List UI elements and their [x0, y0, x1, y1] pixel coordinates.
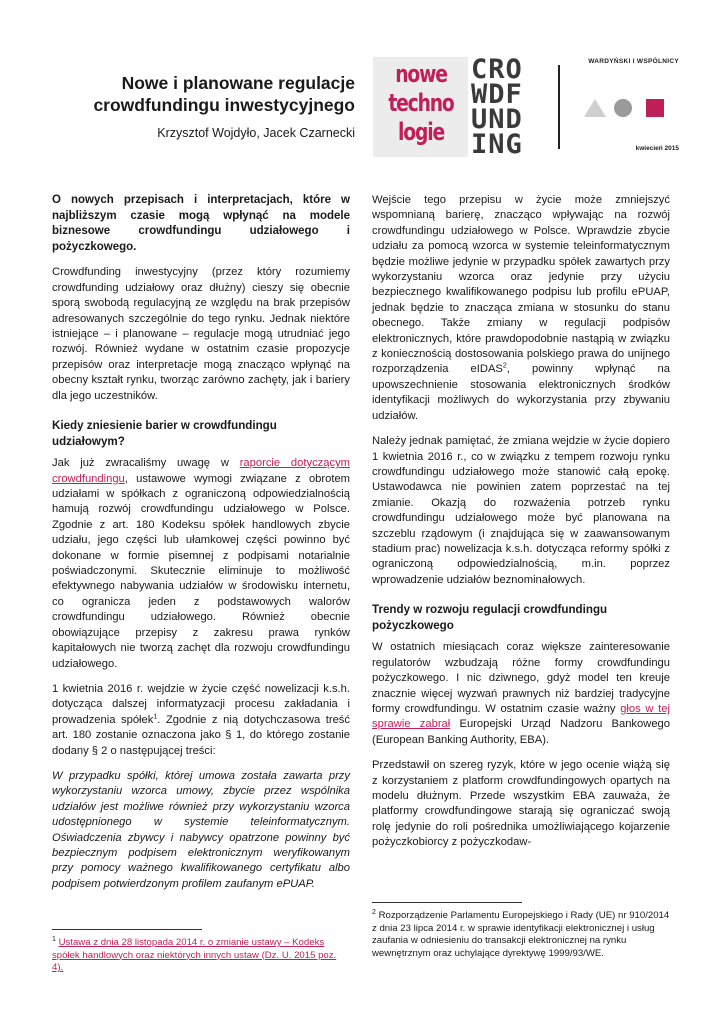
text-run: Wejście tego przepisu w życie może zmniejszyć wspomnianą barierę, znacząco wpływając na rozwój crowdfundingu udziałowego w Polsce. Wprawdzie zbycie udziału za pomocą wzorca w systemie teleinformatycznym będzie możliwe jedynie w przypadku spółek zawartych przy wykorzystaniu wzorca oraz jedynie przy użyciu bezpiecznego kwalifikowanego podpisu lub profilu ePUAP, jednak będzie to znacząca zmiana w stosunku do stanu obecnego. Także zmiany w regulacji podpisów elektronicznych, które prawdopodobnie nastąpią w związku z koniecznością dostosowania polskiego prawa do unijnego rozporządzenia eIDAS [372, 194, 670, 376]
circle-icon [614, 99, 632, 117]
footnote-link[interactable]: Ustawa z dnia 28 listopada 2014 r. o zmianie ustawy – Kodeks spółek handlowych oraz niektórych innych ustaw (Dz. U. 2015 poz. 4). [52, 937, 337, 974]
footnote-number: 1 [52, 935, 56, 943]
quoted-provision: W przypadku spółki, której umowa została zawarta przy wykorzystaniu wzorca umowy, zbycie przez wspólnika udziałów jest możliwe również przy wykorzystaniu wzorca udostępnionego w systemie teleinformatycznym. Oświadczenia zbywcy i nabywcy opatrzone powinny być bezpiecznym podpisem elektronicznym weryfikowanym przy pomocy ważnego kwalifikowanego certyfikatu albo podpisem potwierdzonym profilem zaufanym ePUAP. [52, 769, 350, 890]
logo-left-line: nowe [395, 60, 447, 88]
paragraph: Crowdfunding inwestycyjny (przez który rozumiemy crowdfunding udziałowy oraz dłużny) cieszy się obecnie sporą swobodą regulacyjną ze względu na brak przepisów adresowanych szczególnie do tego rynku. Jednak niektóre istniejące – i planowane – regulacje mogą utrudniać jego rozwój. Również wydane w ostatnim czasie propozycje przepisów oraz interpretacje mogą znacząco wpłynąć na obecny kształt rynku, tworząc zarówno zachęty, jak i bariery dla jego uczestników. [52, 266, 350, 402]
paragraph: Należy jednak pamiętać, że zmiana wejdzie w życie dopiero 1 kwietnia 2016 r., co w związku z tempem rozwoju rynku crowdfundingu udziałowego może stanowić całą epokę. Ustawodawca nie powinien zatem poprzestać na tej zmianie. Okazją do rozważenia potrzeb rynku crowdfundingu udziałowego może być planowana na szczeblu rządowym (i znajdująca się w zaawansowanym stadium prac) nowelizacja k.s.h. dotycząca reformy spółki z ograniczoną odpowiedzialnością, m.in. poprzez wprowadzenie udziałów beznominałowych. [372, 435, 670, 586]
logo-right-line: ING [471, 129, 523, 160]
square-icon [646, 99, 664, 117]
triangle-icon [584, 99, 606, 117]
logo-left-text [386, 60, 456, 147]
logo-left-box [373, 57, 468, 157]
section-heading: Trendy w rozwoju regulacji crowdfundingu pożyczkowego [372, 603, 608, 632]
page-title: Nowe i planowane regulacje crowdfundingu inwestycyjnego [93, 73, 355, 115]
text-run: W ostatnich miesiącach coraz większe zainteresowanie regulatorów wzbudzają różne formy crowdfundingu pożyczkowego. I nic dziwnego, gdyż model ten kreuje znacznie więcej wyzwań prawnych niż bardziej tradycyjne formy crowdfundingu. W ostatnim czasie ważny [372, 641, 670, 715]
right-column [372, 193, 670, 861]
paragraph [372, 640, 670, 748]
logo-right-line: UND [471, 104, 523, 135]
issue-date: kwiecień 2015 [635, 145, 679, 152]
text-run: . Zgodnie z nią dotychczasowa treść art. 180 zostanie oznaczona jako § 1, do którego zostanie dodany § 2 o następującej treści: [52, 713, 350, 757]
text-run: Europejski Urząd Nadzoru Bankowego (European Banking Authority, EBA). [372, 718, 670, 746]
footnote-divider [52, 929, 202, 930]
report-link[interactable]: raporcie dotyczącym crowdfundingu [52, 457, 350, 485]
text-run: , ustawowe wymogi związane z obrotem udziałami w spółkach z ograniczoną odpowiedzialnością hamują rozwój crowdfundingu udziałowego w Polsce. Zgodnie z art. 180 Kodeksu spółek handlowych zbycie udziału, jego części lub ułamkowej części powinno być dokonane w formie pisemnej z podpisami notarialnie poświadczonymi. Skutecznie eliminuje to możliwość efektywnego nabywania udziałów w środowisku internetu, co ogranicza jeden z podstawowych walorów crowdfundingu udziałowego. Również obecnie obowiązujące przepisy z zakresu prawa rynków kapitałowych nie tworzą zachęt dla rozwoju crowdfundingu udziałowego. [52, 472, 350, 670]
firm-name: WARDYŃSKI I WSPÓLNICY [588, 58, 679, 65]
paragraph [372, 193, 670, 424]
logo-left-line: techno [388, 89, 454, 117]
logo-left-line: logie [398, 118, 444, 146]
text-run: 1 kwietnia 2016 r. wejdzie w życie część nowelizacji k.s.h. dotycząca dalszej informatyzacji procesu zakładania i prowadzenia spółek [52, 682, 350, 726]
left-column [52, 193, 350, 902]
logo-divider [558, 65, 560, 149]
logo [373, 54, 679, 160]
footnote-divider [372, 902, 522, 903]
logo-right-line: WDF [471, 79, 523, 110]
footnote [372, 910, 670, 960]
logo-right-text [471, 54, 541, 160]
text-run: , powinny wpłynąć na upowszechnienie stosowania elektronicznych środków identyfikacji możliwych do wykorzystania przy zbywaniu udziałów. [372, 363, 670, 422]
footnote-ref: 2 [502, 362, 507, 370]
paragraph [52, 456, 350, 672]
text-run: Jak już zwracaliśmy uwagę w [52, 457, 240, 470]
footnote-text: Rozporządzenie Parlamentu Europejskiego i Rady (UE) nr 910/2014 z dnia 23 lipca 2014 r. w sprawie identyfikacji elektronicznej i usług zaufania w odniesieniu do transakcji elektronicznej na rynku wewnętrznym oraz uchylające dyrektywę 1999/93/WE. [372, 910, 670, 959]
footnote-ref: 1 [153, 712, 158, 720]
section-heading: Kiedy zniesienie barier w crowdfundingu udziałowym? [52, 419, 277, 448]
lead-paragraph: O nowych przepisach i interpretacjach, które w najbliższym czasie mogą wpłynąć na modele biznesowe crowdfundingu udziałowego i pożyczkowego. [52, 194, 350, 253]
logo-right-line: CRO [471, 54, 523, 85]
eba-link[interactable]: głos w tej sprawie zabrał [372, 702, 670, 731]
footnote-number: 2 [372, 908, 376, 916]
footnote [52, 937, 350, 975]
paragraph [52, 682, 350, 759]
authors: Krzysztof Wojdyło, Jacek Czarnecki [157, 126, 355, 140]
paragraph: Przedstawił on szereg ryzyk, które w jego ocenie wiążą się z korzystaniem z platform crowdfundingowych opartych na modelu dłużnym. Przede wszystkim EBA zauważa, że platformy crowdfundingowe starają się ograniczać swoją rolę jedynie do roli pośrednika umożliwiającego kojarzenie pożyczkobiorcy z pożyczkodaw- [372, 759, 670, 849]
